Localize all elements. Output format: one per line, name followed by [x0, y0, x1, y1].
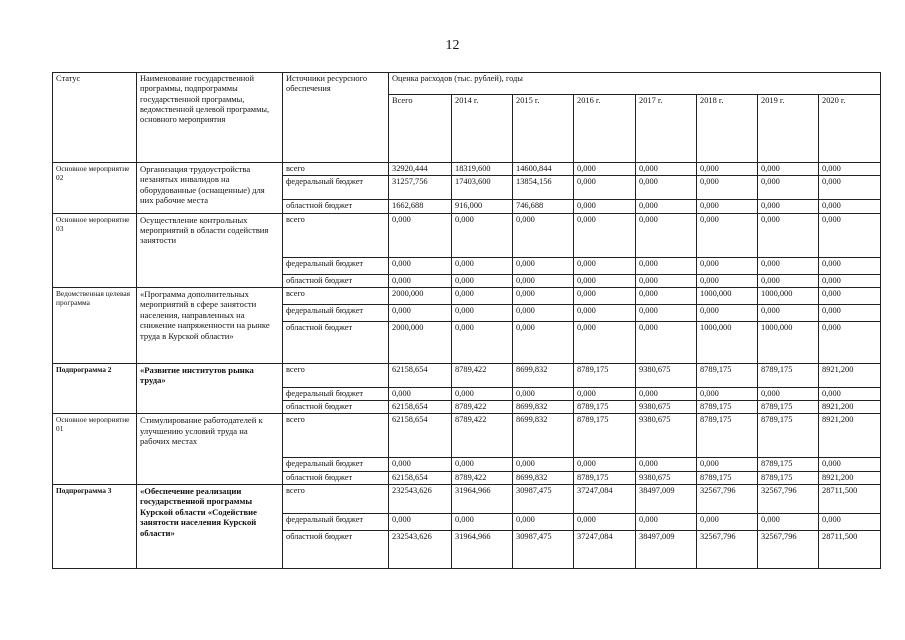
value-cell: 62158,654: [389, 471, 452, 484]
status-cell: Подпрограмма 2: [53, 363, 137, 414]
table-row: [53, 287, 881, 304]
value-cell: 0,000: [452, 321, 513, 363]
value-cell: 0,000: [574, 176, 636, 200]
status-cell: Подпрограмма 3: [53, 484, 137, 568]
value-cell: 30987,475: [513, 484, 574, 513]
source-cell: всего: [283, 484, 389, 513]
value-cell: 9380,675: [636, 401, 697, 414]
value-cell: 0,000: [574, 458, 636, 471]
source-cell: всего: [283, 287, 389, 304]
value-cell: 0,000: [697, 387, 758, 400]
value-cell: 0,000: [636, 213, 697, 257]
value-cell: 0,000: [636, 304, 697, 321]
value-cell: 0,000: [513, 458, 574, 471]
value-cell: 0,000: [636, 274, 697, 287]
value-cell: 8699,832: [513, 414, 574, 458]
budget-table-body: [53, 163, 881, 569]
value-cell: 0,000: [574, 287, 636, 304]
value-cell: 0,000: [697, 458, 758, 471]
value-cell: 28711,500: [819, 484, 881, 513]
source-cell: федеральный бюджет: [283, 257, 389, 274]
value-cell: 14600,844: [513, 163, 574, 176]
value-cell: 32567,796: [758, 484, 819, 513]
value-cell: 13854,156: [513, 176, 574, 200]
header-year-2020: 2020 г.: [819, 95, 881, 163]
value-cell: 0,000: [452, 213, 513, 257]
value-cell: 0,000: [819, 287, 881, 304]
source-cell: всего: [283, 414, 389, 458]
value-cell: 0,000: [758, 163, 819, 176]
value-cell: 0,000: [636, 176, 697, 200]
value-cell: 31257,756: [389, 176, 452, 200]
value-cell: 1662,688: [389, 200, 452, 213]
header-year-2014: 2014 г.: [452, 95, 513, 163]
value-cell: 0,000: [389, 387, 452, 400]
page-number: 12: [445, 38, 460, 53]
status-cell: Основное мероприятие 02: [53, 163, 137, 214]
value-cell: 0,000: [697, 257, 758, 274]
source-cell: областной бюджет: [283, 321, 389, 363]
value-cell: 0,000: [389, 257, 452, 274]
value-cell: 0,000: [636, 513, 697, 530]
program-name-cell: Организация трудоустройства незанятых инвалидов на оборудованные (оснащенные) для них рабочие места: [137, 163, 283, 214]
value-cell: 37247,084: [574, 484, 636, 513]
value-cell: 0,000: [819, 458, 881, 471]
value-cell: 1000,000: [758, 321, 819, 363]
value-cell: 916,000: [452, 200, 513, 213]
source-cell: всего: [283, 213, 389, 257]
value-cell: 0,000: [758, 257, 819, 274]
value-cell: 8789,175: [758, 414, 819, 458]
value-cell: 8789,175: [758, 458, 819, 471]
value-cell: 0,000: [452, 513, 513, 530]
value-cell: 0,000: [574, 387, 636, 400]
value-cell: 32567,796: [697, 484, 758, 513]
program-name-cell: Стимулирование работодателей к улучшению условий труда на рабочих местах: [137, 414, 283, 485]
value-cell: 0,000: [452, 458, 513, 471]
value-cell: 8921,200: [819, 363, 881, 387]
value-cell: 0,000: [452, 304, 513, 321]
value-cell: 30987,475: [513, 530, 574, 568]
value-cell: 0,000: [452, 257, 513, 274]
value-cell: 0,000: [389, 458, 452, 471]
value-cell: 8789,175: [697, 414, 758, 458]
value-cell: 17403,600: [452, 176, 513, 200]
value-cell: 0,000: [513, 321, 574, 363]
value-cell: 0,000: [819, 387, 881, 400]
value-cell: 0,000: [513, 274, 574, 287]
value-cell: 32567,796: [697, 530, 758, 568]
header-program-name: Наименование государственной программы, подпрограммы государственной программы, ведомственной целевой программы, основного мероприятия: [137, 73, 283, 163]
header-status: Статус: [53, 73, 137, 163]
value-cell: 0,000: [636, 257, 697, 274]
source-cell: всего: [283, 363, 389, 387]
value-cell: 0,000: [574, 321, 636, 363]
value-cell: 0,000: [452, 387, 513, 400]
value-cell: 2000,000: [389, 287, 452, 304]
value-cell: 0,000: [758, 387, 819, 400]
value-cell: 8789,175: [574, 414, 636, 458]
value-cell: 0,000: [574, 257, 636, 274]
value-cell: 62158,654: [389, 414, 452, 458]
value-cell: 8921,200: [819, 414, 881, 458]
value-cell: 0,000: [513, 387, 574, 400]
table-row: [53, 484, 881, 513]
value-cell: 0,000: [389, 274, 452, 287]
value-cell: 38497,009: [636, 530, 697, 568]
value-cell: 37247,084: [574, 530, 636, 568]
value-cell: 8921,200: [819, 401, 881, 414]
value-cell: 0,000: [819, 321, 881, 363]
value-cell: 32567,796: [758, 530, 819, 568]
value-cell: 746,688: [513, 200, 574, 213]
value-cell: 9380,675: [636, 363, 697, 387]
value-cell: 8789,422: [452, 401, 513, 414]
value-cell: 8789,175: [697, 471, 758, 484]
value-cell: 8789,175: [697, 401, 758, 414]
value-cell: 8789,175: [574, 363, 636, 387]
value-cell: 62158,654: [389, 401, 452, 414]
value-cell: 0,000: [389, 213, 452, 257]
value-cell: 31964,966: [452, 484, 513, 513]
value-cell: 28711,500: [819, 530, 881, 568]
value-cell: 0,000: [389, 304, 452, 321]
value-cell: 0,000: [819, 213, 881, 257]
value-cell: 0,000: [636, 163, 697, 176]
value-cell: 0,000: [697, 176, 758, 200]
value-cell: 1000,000: [697, 321, 758, 363]
program-name-cell: «Программа дополнительных мероприятий в сфере занятости населения, направленных на снижение напряженности на рынке труда в Курской области»: [137, 287, 283, 363]
program-name-cell: «Обеспечение реализации государственной программы Курской области «Содействие занятости населения Курской области»: [137, 484, 283, 568]
value-cell: 8789,175: [758, 401, 819, 414]
status-cell: Основное мероприятие 01: [53, 414, 137, 485]
status-cell: Основное мероприятие 03: [53, 213, 137, 287]
value-cell: 0,000: [819, 200, 881, 213]
source-cell: областной бюджет: [283, 530, 389, 568]
value-cell: 8789,422: [452, 471, 513, 484]
value-cell: 1000,000: [758, 287, 819, 304]
source-cell: областной бюджет: [283, 401, 389, 414]
value-cell: 38497,009: [636, 484, 697, 513]
value-cell: 0,000: [574, 213, 636, 257]
value-cell: 0,000: [513, 287, 574, 304]
value-cell: 8789,422: [452, 363, 513, 387]
value-cell: 0,000: [513, 257, 574, 274]
header-year-total: Всего: [389, 95, 452, 163]
value-cell: 0,000: [574, 513, 636, 530]
source-cell: федеральный бюджет: [283, 513, 389, 530]
program-name-cell: «Развитие институтов рынка труда»: [137, 363, 283, 414]
value-cell: 2000,000: [389, 321, 452, 363]
value-cell: 0,000: [513, 304, 574, 321]
value-cell: 0,000: [697, 163, 758, 176]
value-cell: 0,000: [697, 513, 758, 530]
header-sources: Источники ресурсного обеспечения: [283, 73, 389, 163]
value-cell: 0,000: [574, 200, 636, 213]
value-cell: 0,000: [819, 304, 881, 321]
table-row: [53, 163, 881, 176]
value-cell: 1000,000: [697, 287, 758, 304]
value-cell: 0,000: [758, 200, 819, 213]
value-cell: 0,000: [636, 200, 697, 213]
source-cell: областной бюджет: [283, 471, 389, 484]
value-cell: 0,000: [697, 213, 758, 257]
source-cell: федеральный бюджет: [283, 176, 389, 200]
value-cell: 0,000: [697, 200, 758, 213]
value-cell: 0,000: [452, 287, 513, 304]
source-cell: федеральный бюджет: [283, 304, 389, 321]
value-cell: 0,000: [819, 513, 881, 530]
value-cell: 8789,175: [574, 471, 636, 484]
header-year-2018: 2018 г.: [697, 95, 758, 163]
value-cell: 0,000: [819, 176, 881, 200]
program-name-cell: Осуществление контрольных мероприятий в области содействия занятости: [137, 213, 283, 287]
value-cell: 0,000: [636, 458, 697, 471]
source-cell: всего: [283, 163, 389, 176]
budget-table: [52, 72, 881, 569]
value-cell: 232543,626: [389, 484, 452, 513]
source-cell: федеральный бюджет: [283, 458, 389, 471]
value-cell: 0,000: [697, 304, 758, 321]
value-cell: 0,000: [452, 274, 513, 287]
table-row: [53, 213, 881, 257]
value-cell: 8789,422: [452, 414, 513, 458]
source-cell: федеральный бюджет: [283, 387, 389, 400]
value-cell: 9380,675: [636, 414, 697, 458]
value-cell: 0,000: [513, 513, 574, 530]
value-cell: 8699,832: [513, 401, 574, 414]
value-cell: 0,000: [758, 274, 819, 287]
value-cell: 0,000: [697, 274, 758, 287]
value-cell: 8789,175: [697, 363, 758, 387]
header-year-2016: 2016 г.: [574, 95, 636, 163]
value-cell: 8699,832: [513, 471, 574, 484]
value-cell: 0,000: [636, 387, 697, 400]
source-cell: областной бюджет: [283, 200, 389, 213]
header-year-2015: 2015 г.: [513, 95, 574, 163]
value-cell: 0,000: [636, 321, 697, 363]
value-cell: 0,000: [513, 213, 574, 257]
value-cell: 8789,175: [758, 471, 819, 484]
table-row: [53, 363, 881, 387]
header-estimate: Оценка расходов (тыс. рублей), годы: [389, 73, 881, 95]
value-cell: 18319,600: [452, 163, 513, 176]
value-cell: 0,000: [636, 287, 697, 304]
value-cell: 31964,966: [452, 530, 513, 568]
value-cell: 0,000: [574, 163, 636, 176]
value-cell: 232543,626: [389, 530, 452, 568]
header-year-2019: 2019 г.: [758, 95, 819, 163]
value-cell: 8789,175: [758, 363, 819, 387]
value-cell: 8921,200: [819, 471, 881, 484]
value-cell: 32920,444: [389, 163, 452, 176]
value-cell: 8699,832: [513, 363, 574, 387]
value-cell: 0,000: [758, 176, 819, 200]
value-cell: 0,000: [758, 513, 819, 530]
value-cell: 8789,175: [574, 401, 636, 414]
status-cell: Ведомственная целевая программа: [53, 287, 137, 363]
value-cell: 0,000: [819, 163, 881, 176]
value-cell: 0,000: [758, 213, 819, 257]
value-cell: 0,000: [819, 257, 881, 274]
value-cell: 9380,675: [636, 471, 697, 484]
value-cell: 0,000: [389, 513, 452, 530]
value-cell: 0,000: [574, 304, 636, 321]
value-cell: 0,000: [574, 274, 636, 287]
value-cell: 62158,654: [389, 363, 452, 387]
source-cell: областной бюджет: [283, 274, 389, 287]
table-row: [53, 414, 881, 458]
value-cell: 0,000: [819, 274, 881, 287]
value-cell: 0,000: [758, 304, 819, 321]
header-year-2017: 2017 г.: [636, 95, 697, 163]
